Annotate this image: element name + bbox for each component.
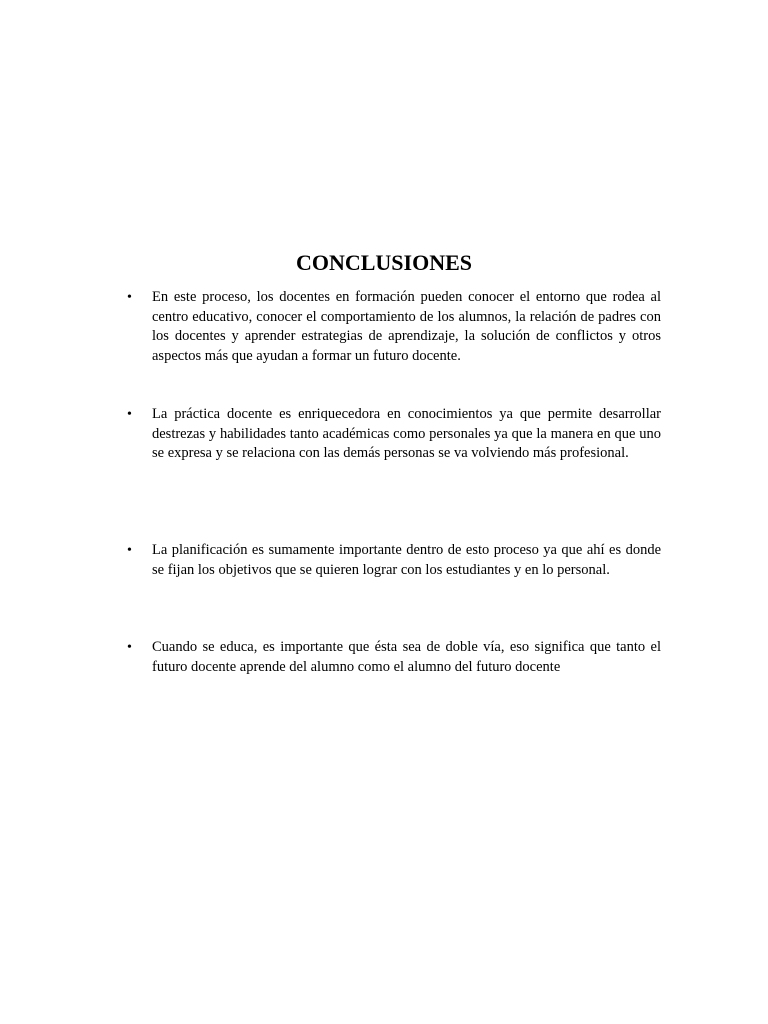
bullet-icon: • [127,543,132,558]
bullet-icon: • [127,290,132,305]
bullet-icon: • [127,640,132,655]
page-title: CONCLUSIONES [295,250,473,275]
bullet-icon: • [127,407,132,422]
list-item-text: La planificación es sumamente importante dentro de esto proceso ya que ahí es donde se fijan los objetivos que se quieren lograr con los estudiantes y en lo personal. [152,542,661,578]
list-item-text: En este proceso, los docentes en formación pueden conocer el entorno que rodea al centro educativo, conocer el comportamiento de los alumnos, la relación de padres con los docentes y aprender estrategias de aprendizaje, la solución de conflictos y otros aspectos más que ayudan a formar un futuro docente. [152,289,661,364]
list-item-text: La práctica docente es enriquecedora en conocimientos ya que permite desarrollar destrezas y habilidades tanto académicas como personales ya que la manera en que uno se expresa y se relaciona con las demás personas se va volviendo más profesional. [152,406,661,461]
list-item-text: Cuando se educa, es importante que ésta sea de doble vía, eso significa que tanto el futuro docente aprende del alumno como el alumno del futuro docente [152,639,661,675]
